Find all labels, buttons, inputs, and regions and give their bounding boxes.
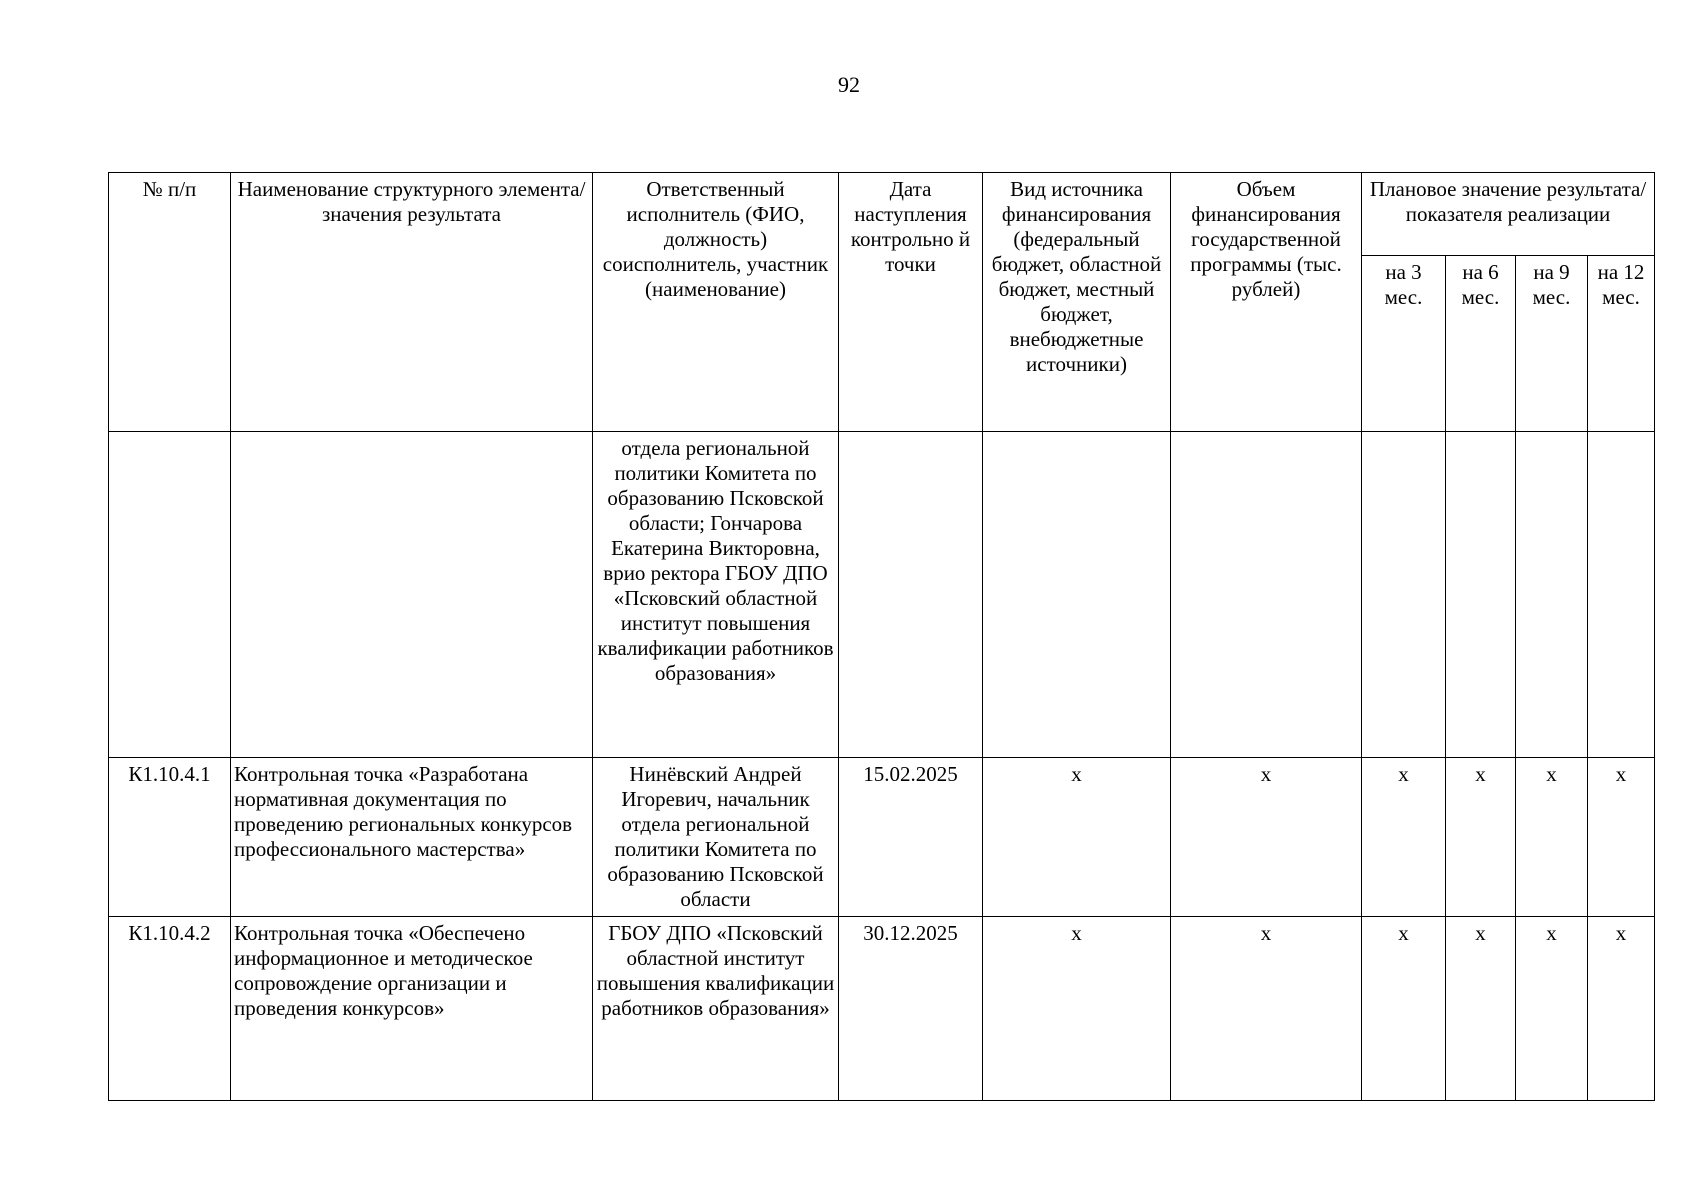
cell-m12 [1588, 432, 1655, 758]
cell-name: Контрольная точка «Разработана нормативная документация по проведению региональных конкурсов профессионального мастерства» [231, 758, 593, 917]
header-m9: на 9 мес. [1516, 256, 1588, 432]
header-m3: на 3 мес. [1362, 256, 1446, 432]
header-m12: на 12 мес. [1588, 256, 1655, 432]
table-row [109, 432, 1655, 758]
header-volume: Объем финансирования государственной программы (тыс. рублей) [1171, 173, 1362, 432]
cell-num [109, 432, 231, 758]
cell-m3: x [1362, 917, 1446, 1101]
table-row [109, 917, 1655, 1101]
cell-date: 15.02.2025 [839, 758, 983, 917]
cell-m3 [1362, 432, 1446, 758]
header-date: Дата наступления контрольно й точки [839, 173, 983, 432]
header-m6: на 6 мес. [1446, 256, 1516, 432]
cell-num: К1.10.4.2 [109, 917, 231, 1101]
header-planned: Плановое значение результата/показателя реализации [1362, 173, 1655, 256]
cell-date: 30.12.2025 [839, 917, 983, 1101]
table-row [109, 758, 1655, 917]
page-number: 92 [838, 72, 860, 97]
cell-m6: x [1446, 758, 1516, 917]
header-source: Вид источника финансирования (федеральный бюджет, областной бюджет, местный бюджет, внебюджетные источники) [983, 173, 1171, 432]
cell-date [839, 432, 983, 758]
cell-m6 [1446, 432, 1516, 758]
header-name: Наименование структурного элемента/ значения результата [231, 173, 593, 432]
cell-m3: x [1362, 758, 1446, 917]
header-row [109, 173, 1655, 256]
control-points-table [108, 172, 1655, 1101]
cell-volume: x [1171, 758, 1362, 917]
cell-responsible: Нинёвский Андрей Игоревич, начальник отдела региональной политики Комитета по образованию Псковской области [593, 758, 839, 917]
header-responsible: Ответственный исполнитель (ФИО, должность) соисполнитель, участник (наименование) [593, 173, 839, 432]
cell-source [983, 432, 1171, 758]
cell-source: x [983, 917, 1171, 1101]
cell-name [231, 432, 593, 758]
cell-m12: x [1588, 917, 1655, 1101]
cell-m6: x [1446, 917, 1516, 1101]
cell-m9: x [1516, 917, 1588, 1101]
cell-responsible: отдела региональной политики Комитета по образованию Псковской области; Гончарова Екатерина Викторовна, врио ректора ГБОУ ДПО «Псковский областной институт повышения квалификации работников образования» [593, 432, 839, 758]
cell-m9 [1516, 432, 1588, 758]
cell-num: К1.10.4.1 [109, 758, 231, 917]
cell-source: x [983, 758, 1171, 917]
cell-volume: x [1171, 917, 1362, 1101]
cell-m12: x [1588, 758, 1655, 917]
cell-responsible: ГБОУ ДПО «Псковский областной институт повышения квалификации работников образования» [593, 917, 839, 1101]
cell-m9: x [1516, 758, 1588, 917]
cell-name: Контрольная точка «Обеспечено информационное и методическое сопровождение организации и проведения конкурсов» [231, 917, 593, 1101]
cell-volume [1171, 432, 1362, 758]
header-num: № п/п [109, 173, 231, 432]
